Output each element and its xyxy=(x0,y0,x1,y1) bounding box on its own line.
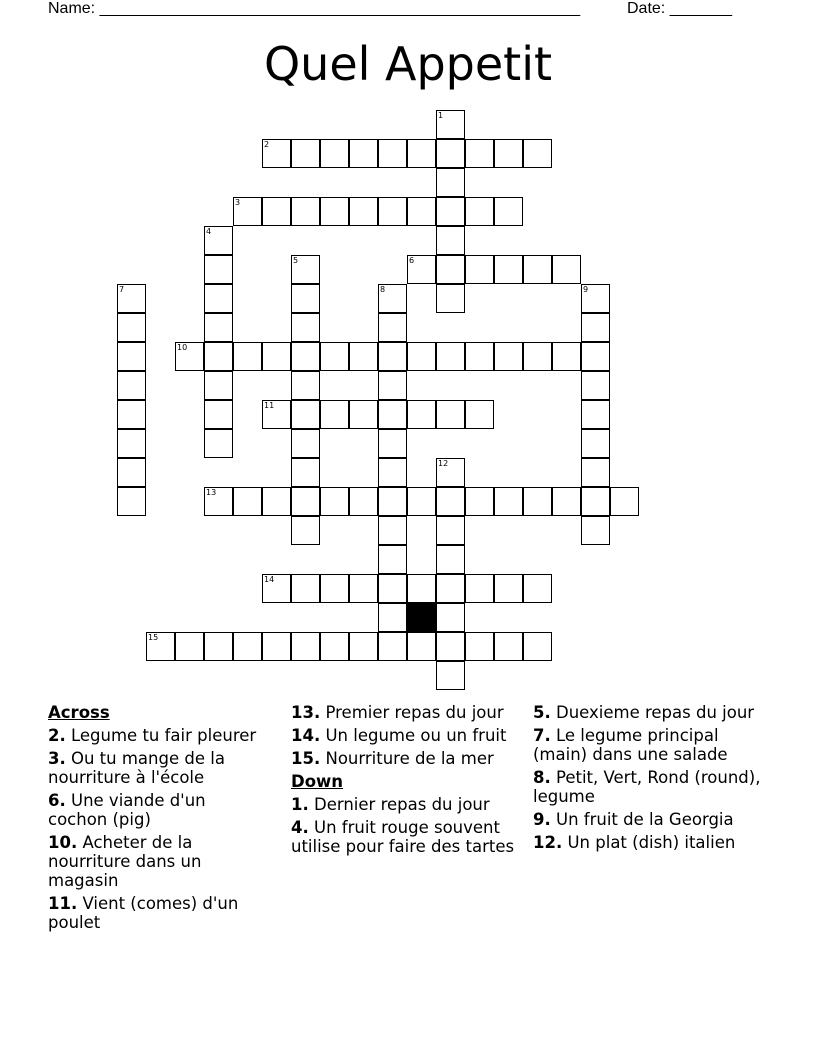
grid-cell[interactable] xyxy=(117,342,146,371)
grid-cell[interactable] xyxy=(175,632,204,661)
clue-number: 7 xyxy=(119,285,125,294)
grid-cell[interactable] xyxy=(407,487,436,516)
grid-cell[interactable] xyxy=(436,632,465,661)
grid-cell[interactable] xyxy=(291,632,320,661)
grid-cell[interactable] xyxy=(436,284,465,313)
clue-item-text: Duexieme repas du jour xyxy=(550,703,755,722)
clue-item-text: Premier repas du jour xyxy=(320,703,504,722)
clue-item-number: 3. xyxy=(48,749,66,768)
grid-cell[interactable] xyxy=(436,400,465,429)
clue-item-number: 2. xyxy=(48,726,66,745)
grid-cell[interactable] xyxy=(349,632,378,661)
grid-cell[interactable] xyxy=(436,545,465,574)
grid-cell[interactable] xyxy=(349,487,378,516)
grid-cell[interactable] xyxy=(146,632,175,661)
grid-cell[interactable] xyxy=(117,371,146,400)
grid-cell[interactable] xyxy=(436,342,465,371)
clue-item-number: 13. xyxy=(291,703,321,722)
grid-cell[interactable] xyxy=(494,139,523,168)
grid-cell[interactable] xyxy=(523,487,552,516)
grid-cell[interactable] xyxy=(407,574,436,603)
grid-cell[interactable] xyxy=(320,487,349,516)
clue-item-text: Un fruit de la Georgia xyxy=(550,810,734,829)
grid-cell[interactable] xyxy=(581,342,610,371)
grid-cell[interactable] xyxy=(378,371,407,400)
grid-cell[interactable] xyxy=(233,342,262,371)
clue-number: 11 xyxy=(264,401,275,410)
grid-cell[interactable] xyxy=(204,632,233,661)
grid-cell[interactable] xyxy=(291,487,320,516)
clue-number: 9 xyxy=(583,285,589,294)
grid-cell[interactable] xyxy=(378,400,407,429)
grid-cell[interactable] xyxy=(436,168,465,197)
grid-cell[interactable] xyxy=(349,139,378,168)
grid-cell[interactable] xyxy=(291,313,320,342)
grid-cell[interactable] xyxy=(204,284,233,313)
grid-cell[interactable] xyxy=(465,400,494,429)
grid-cell[interactable] xyxy=(378,139,407,168)
grid-cell[interactable] xyxy=(378,516,407,545)
clue-item-number: 6. xyxy=(48,791,66,810)
clue-item-number: 9. xyxy=(533,810,551,829)
grid-cell[interactable] xyxy=(552,255,581,284)
grid-cell[interactable] xyxy=(291,139,320,168)
grid-cell[interactable] xyxy=(262,139,291,168)
grid-cell[interactable] xyxy=(320,197,349,226)
clue-item-text: Nourriture de la mer xyxy=(320,749,494,768)
grid-cell[interactable] xyxy=(494,632,523,661)
clue-item xyxy=(291,749,521,768)
clue-item-text: Ou tu mange de la nourriture à l'école xyxy=(48,749,225,787)
grid-cell[interactable] xyxy=(581,429,610,458)
grid-cell[interactable] xyxy=(320,342,349,371)
clue-item-text: Acheter de la nourriture dans un magasin xyxy=(48,833,202,890)
clue-item-number: 7. xyxy=(533,726,551,745)
grid-cell[interactable] xyxy=(291,429,320,458)
grid-cell[interactable] xyxy=(465,139,494,168)
clue-number: 3 xyxy=(235,198,241,207)
clue-number: 10 xyxy=(177,343,188,352)
clue-item xyxy=(291,726,521,745)
grid-cell[interactable] xyxy=(407,197,436,226)
clue-item-number: 14. xyxy=(291,726,321,745)
grid-cell[interactable] xyxy=(204,400,233,429)
clue-number: 1 xyxy=(438,111,444,120)
grid-cell[interactable] xyxy=(581,371,610,400)
grid-cell[interactable] xyxy=(436,516,465,545)
grid-cell[interactable] xyxy=(378,313,407,342)
across-heading: Across xyxy=(48,703,110,722)
clue-item-number: 1. xyxy=(291,795,309,814)
clue-item-text: Une viande d'un cochon (pig) xyxy=(48,791,206,829)
clue-item xyxy=(48,726,268,745)
grid-cell[interactable] xyxy=(320,574,349,603)
grid-cell[interactable] xyxy=(291,458,320,487)
clue-item-text: Un legume ou un fruit xyxy=(320,726,507,745)
grid-cell[interactable] xyxy=(581,487,610,516)
grid-cell[interactable] xyxy=(407,139,436,168)
clue-item-text: Legume tu fair pleurer xyxy=(65,726,257,745)
grid-cell[interactable] xyxy=(378,197,407,226)
clue-item xyxy=(48,791,268,829)
clue-item xyxy=(48,894,268,932)
grid-cell[interactable] xyxy=(233,487,262,516)
grid-cell[interactable] xyxy=(465,632,494,661)
grid-cell[interactable] xyxy=(117,487,146,516)
grid-cell[interactable] xyxy=(407,342,436,371)
clue-item-number: 8. xyxy=(533,768,551,787)
grid-cell[interactable] xyxy=(465,487,494,516)
grid-cell[interactable] xyxy=(523,139,552,168)
clue-number: 12 xyxy=(438,459,449,468)
grid-cell[interactable] xyxy=(378,458,407,487)
grid-cell[interactable] xyxy=(291,255,320,284)
grid-cell[interactable] xyxy=(581,313,610,342)
date-field[interactable]: Date: _______ xyxy=(627,0,732,17)
grid-cell[interactable] xyxy=(494,487,523,516)
grid-cell[interactable] xyxy=(233,197,262,226)
grid-cell[interactable] xyxy=(204,429,233,458)
clue-item-number: 11. xyxy=(48,894,78,913)
grid-cell[interactable] xyxy=(436,110,465,139)
grid-cell[interactable] xyxy=(291,371,320,400)
grid-cell[interactable] xyxy=(291,574,320,603)
grid-cell[interactable] xyxy=(204,226,233,255)
grid-cell[interactable] xyxy=(465,342,494,371)
grid-cell[interactable] xyxy=(581,516,610,545)
clues-column-1 xyxy=(48,703,268,936)
clue-item-number: 4. xyxy=(291,818,309,837)
grid-cell[interactable] xyxy=(349,197,378,226)
black-cell xyxy=(407,603,436,632)
grid-cell[interactable] xyxy=(117,284,146,313)
clue-item-number: 12. xyxy=(533,833,563,852)
grid-cell[interactable] xyxy=(320,632,349,661)
grid-cell[interactable] xyxy=(436,487,465,516)
clue-item-text: Dernier repas du jour xyxy=(308,795,490,814)
clue-number: 4 xyxy=(206,227,212,236)
clue-number: 5 xyxy=(293,256,299,265)
grid-cell[interactable] xyxy=(204,255,233,284)
page-title: Quel Appetit xyxy=(263,37,553,91)
grid-cell[interactable] xyxy=(291,516,320,545)
grid-cell[interactable] xyxy=(581,284,610,313)
grid-cell[interactable] xyxy=(378,574,407,603)
grid-cell[interactable] xyxy=(262,197,291,226)
grid-cell[interactable] xyxy=(581,458,610,487)
grid-cell[interactable] xyxy=(436,226,465,255)
clue-number: 8 xyxy=(380,285,386,294)
grid-cell[interactable] xyxy=(291,197,320,226)
grid-cell[interactable] xyxy=(175,342,204,371)
grid-cell[interactable] xyxy=(204,342,233,371)
grid-cell[interactable] xyxy=(552,342,581,371)
grid-cell[interactable] xyxy=(262,632,291,661)
clue-item xyxy=(48,833,268,890)
grid-cell[interactable] xyxy=(552,487,581,516)
clue-item-number: 10. xyxy=(48,833,78,852)
clue-number: 15 xyxy=(148,633,159,642)
down-heading: Down xyxy=(291,772,344,791)
grid-cell[interactable] xyxy=(494,197,523,226)
clues-column-2 xyxy=(291,703,521,860)
grid-cell[interactable] xyxy=(436,197,465,226)
grid-cell[interactable] xyxy=(349,342,378,371)
clue-item xyxy=(291,703,521,722)
clue-item xyxy=(533,768,768,806)
grid-cell[interactable] xyxy=(494,574,523,603)
clue-number: 6 xyxy=(409,256,415,265)
clue-item-text: Un plat (dish) italien xyxy=(562,833,736,852)
grid-cell[interactable] xyxy=(581,400,610,429)
clue-item xyxy=(291,795,521,814)
grid-cell[interactable] xyxy=(378,632,407,661)
clues-column-3 xyxy=(533,703,768,856)
clue-item-number: 15. xyxy=(291,749,321,768)
grid-cell[interactable] xyxy=(436,603,465,632)
clue-number: 2 xyxy=(264,140,270,149)
grid-cell[interactable] xyxy=(117,429,146,458)
grid-cell[interactable] xyxy=(407,400,436,429)
clue-item-text: Le legume principal (main) dans une salade xyxy=(533,726,728,764)
grid-cell[interactable] xyxy=(262,574,291,603)
clue-item-text: Petit, Vert, Rond (round), legume xyxy=(533,768,761,806)
grid-cell[interactable] xyxy=(233,632,262,661)
grid-cell[interactable] xyxy=(204,313,233,342)
grid-cell[interactable] xyxy=(523,342,552,371)
name-field[interactable]: Name: ______________________________________________________ xyxy=(48,0,581,17)
grid-cell[interactable] xyxy=(436,255,465,284)
grid-cell[interactable] xyxy=(262,400,291,429)
grid-cell[interactable] xyxy=(494,255,523,284)
grid-cell[interactable] xyxy=(523,574,552,603)
grid-cell[interactable] xyxy=(291,342,320,371)
grid-cell[interactable] xyxy=(320,400,349,429)
grid-cell[interactable] xyxy=(204,487,233,516)
clue-item xyxy=(291,818,521,856)
grid-cell[interactable] xyxy=(378,545,407,574)
grid-cell[interactable] xyxy=(436,458,465,487)
grid-cell[interactable] xyxy=(117,313,146,342)
grid-cell[interactable] xyxy=(378,429,407,458)
grid-cell[interactable] xyxy=(349,574,378,603)
grid-cell[interactable] xyxy=(117,458,146,487)
grid-cell[interactable] xyxy=(349,400,378,429)
grid-cell[interactable] xyxy=(407,255,436,284)
clue-item xyxy=(533,726,768,764)
clue-item xyxy=(533,833,768,852)
grid-cell[interactable] xyxy=(378,487,407,516)
grid-cell[interactable] xyxy=(523,255,552,284)
clue-item xyxy=(533,703,768,722)
grid-cell[interactable] xyxy=(436,574,465,603)
clue-item-text: Vient (comes) d'un poulet xyxy=(48,894,239,932)
grid-cell[interactable] xyxy=(494,342,523,371)
grid-cell[interactable] xyxy=(465,574,494,603)
grid-cell[interactable] xyxy=(610,487,639,516)
grid-cell[interactable] xyxy=(465,255,494,284)
grid-cell[interactable] xyxy=(262,487,291,516)
clue-number: 13 xyxy=(206,488,217,497)
clue-item xyxy=(533,810,768,829)
grid-cell[interactable] xyxy=(291,400,320,429)
grid-cell[interactable] xyxy=(436,661,465,690)
grid-cell[interactable] xyxy=(407,632,436,661)
clue-item-text: Un fruit rouge souvent utilise pour faire des tartes xyxy=(291,818,515,856)
grid-cell[interactable] xyxy=(262,342,291,371)
clue-item xyxy=(48,749,268,787)
grid-cell[interactable] xyxy=(378,284,407,313)
grid-cell[interactable] xyxy=(291,284,320,313)
grid-cell[interactable] xyxy=(523,632,552,661)
clue-item-number: 5. xyxy=(533,703,551,722)
grid-cell[interactable] xyxy=(117,400,146,429)
grid-cell[interactable] xyxy=(320,139,349,168)
grid-cell[interactable] xyxy=(378,603,407,632)
grid-cell[interactable] xyxy=(204,371,233,400)
grid-cell[interactable] xyxy=(465,197,494,226)
grid-cell[interactable] xyxy=(378,342,407,371)
grid-cell[interactable] xyxy=(436,139,465,168)
clue-number: 14 xyxy=(264,575,275,584)
